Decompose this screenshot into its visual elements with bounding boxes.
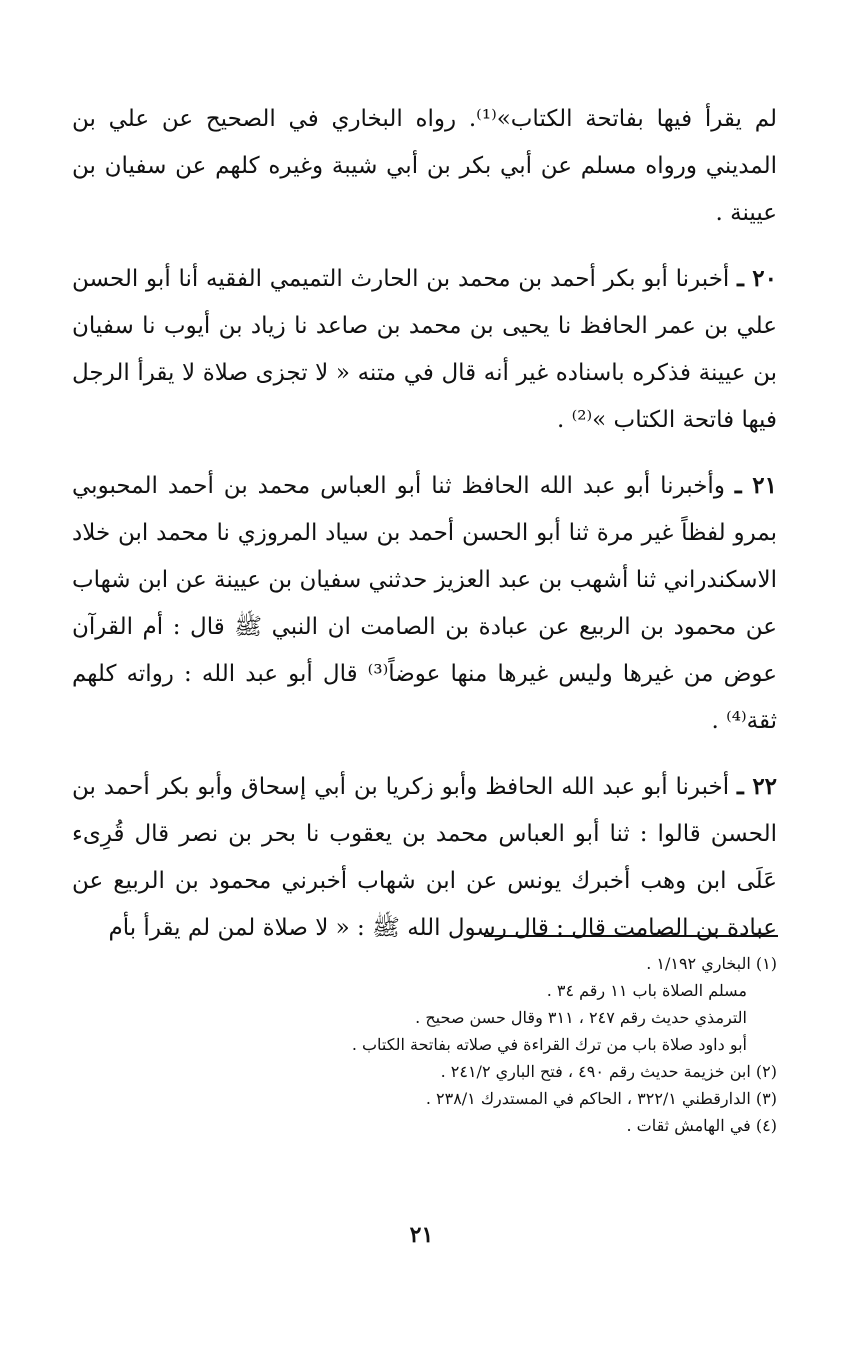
footnote-1-line bbox=[120, 1031, 777, 1058]
paragraph-text: لم يقرأ فيها بفاتحة الكتاب»⁽¹⁾. رواه البخاري في الصحيح عن علي بن المديني ورواه مسلم عن أبي بكر بن أبي شيبة وغيره كلهم عن سفيان بن عيينة . bbox=[72, 106, 778, 226]
footnote-text: أبو داود صلاة باب من ترك القراءة في صلاته بفاتحة الكتاب . bbox=[351, 1035, 747, 1054]
hadith-number: ٢٢ ـ bbox=[737, 773, 778, 800]
hadith-21 bbox=[72, 462, 777, 745]
footnote-1 bbox=[120, 950, 777, 977]
footnote-4 bbox=[120, 1112, 777, 1139]
footnote-2 bbox=[120, 1058, 777, 1085]
hadith-number: ٢٠ ـ bbox=[737, 265, 778, 292]
paragraph-text: أخبرنا أبو بكر أحمد بن محمد بن الحارث التميمي الفقيه أنا أبو الحسن علي بن عمر الحافظ نا يحيى بن محمد بن صاعد نا زياد بن أيوب نا سفيان بن عيينة فذكره باسناده غير أنه قال في متنه « لا تجزى صلاة لا يقرأ الرجل فيها فاتحة الكتاب »⁽²⁾ . bbox=[72, 266, 777, 433]
footnote-marker: (٤) bbox=[755, 1116, 777, 1135]
footnote-text: ابن خزيمة حديث رقم ٤٩٠ ، فتح الباري ٢٤١/٢ . bbox=[440, 1062, 751, 1081]
page-number: ٢١ bbox=[409, 1222, 434, 1248]
paragraph-continuation bbox=[72, 96, 777, 237]
footnotes bbox=[120, 950, 777, 1139]
paragraph-text: وأخبرنا أبو عبد الله الحافظ ثنا أبو العباس محمد بن أحمد المحبوبي بمرو لفظاً غير مرة ثنا أبو الحسن أحمد بن سياد المروزي نا محمد ابن خلاد الاسكندراني ثنا أشهب بن عبد العزيز حدثني سفيان بن عيينة عن ابن شهاب عن محمود بن الربيع عن عبادة بن الصامت ان النبي ﷺ قال : أم القرآن عوض من غيرها وليس غيرها منها عوضاً⁽³⁾ قال أبو عبد الله : رواته كلهم ثقة⁽⁴⁾ . bbox=[72, 473, 777, 734]
hadith-number: ٢١ ـ bbox=[734, 472, 777, 499]
footnote-text: البخاري ١/١٩٢ . bbox=[646, 954, 751, 973]
footnote-divider bbox=[484, 935, 778, 937]
footnote-marker: (٢) bbox=[755, 1062, 777, 1081]
footnote-1-line bbox=[120, 1004, 777, 1031]
footnote-text: مسلم الصلاة باب ١١ رقم ٣٤ . bbox=[546, 981, 747, 1000]
footnote-text: الترمذي حديث رقم ٢٤٧ ، ٣١١ وقال حسن صحيح . bbox=[415, 1008, 747, 1027]
footnote-text: الدارقطني ٣٢٢/١ ، الحاكم في المستدرك ٢٣٨/١ . bbox=[425, 1089, 751, 1108]
paragraph-text: أخبرنا أبو عبد الله الحافظ وأبو زكريا بن أبي إسحاق وأبو بكر أحمد بن الحسن قالوا : ثنا أبو العباس محمد بن يعقوب نا بحر بن نصر قال قُرِىء عَلَى ابن وهب أخبرك يونس عن ابن شهاب أخبرني محمود بن الربيع عن عبادة بن الصامت قال : قال رسول الله ﷺ : « لا صلاة لمن لم يقرأ بأم bbox=[72, 774, 777, 941]
main-text bbox=[72, 96, 777, 952]
footnote-marker: (١) bbox=[755, 954, 777, 973]
footnote-marker: (٣) bbox=[755, 1089, 777, 1108]
footnote-3 bbox=[120, 1085, 777, 1112]
hadith-20 bbox=[72, 255, 777, 444]
footnote-text: في الهامش ثقات . bbox=[626, 1116, 751, 1135]
footnote-1-line bbox=[120, 977, 777, 1004]
hadith-22 bbox=[72, 763, 777, 952]
